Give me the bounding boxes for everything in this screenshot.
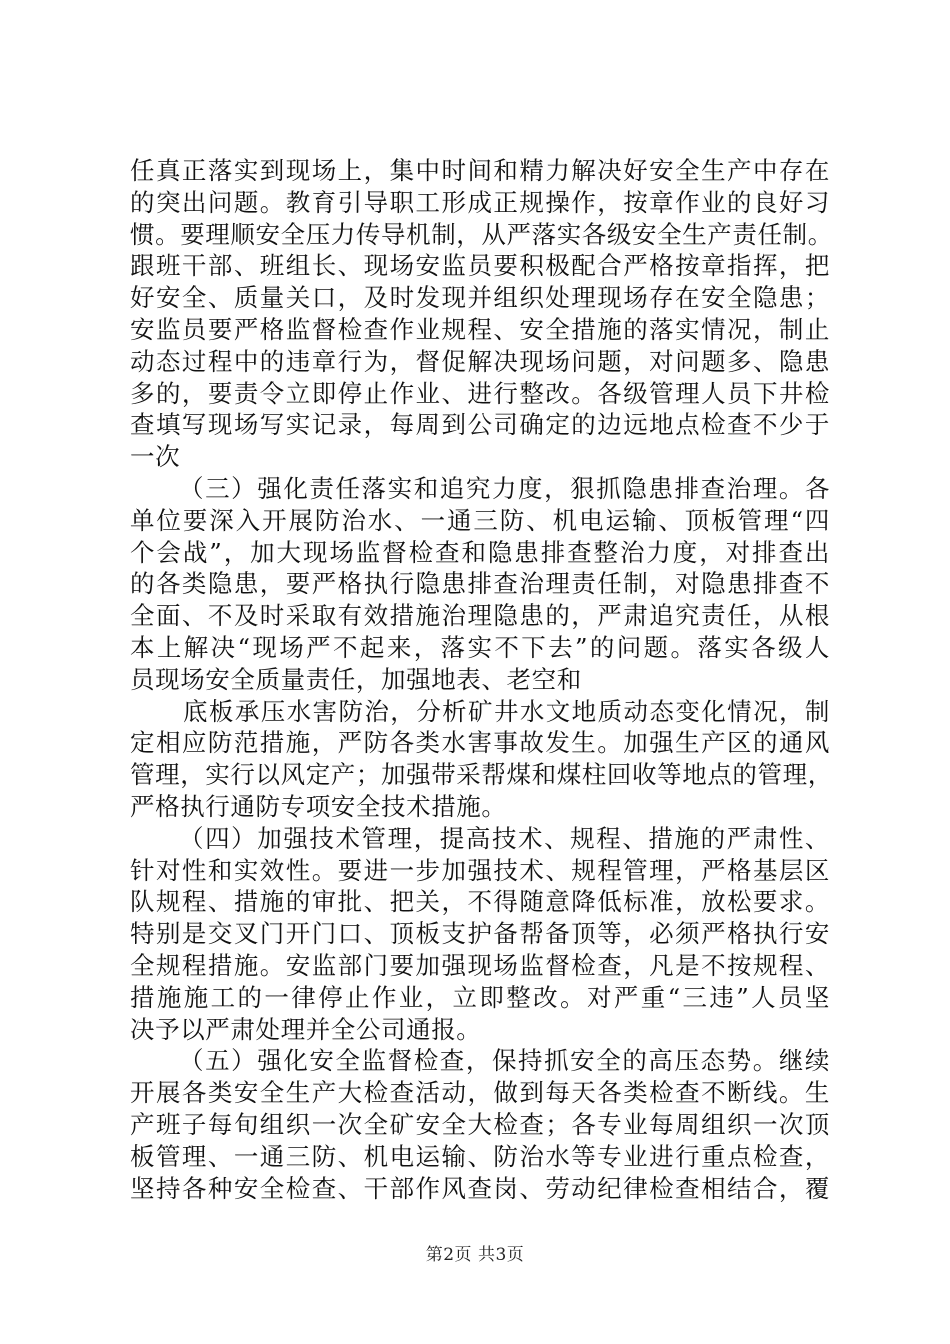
text-line: 队规程、措施的审批、把关，不得随意降低标准，放松要求。 — [130, 887, 830, 917]
text-line: 全规程措施。安监部门要加强现场监督检查，凡是不按规程、 — [130, 950, 830, 980]
text-line: 决予以严肃处理并全公司通报。 — [130, 1014, 482, 1044]
text-line: 针对性和实效性。要进一步加强技术、规程管理，严格基层区 — [130, 855, 830, 885]
text-line: 措施施工的一律停止作业，立即整改。对严重“三违”人员坚 — [130, 982, 830, 1012]
text-line: 坚持各种安全检查、干部作风查岗、劳动纪律检查相结合，覆 — [130, 1173, 830, 1203]
text-line: 开展各类安全生产大检查活动，做到每天各类检查不断线。生 — [130, 1078, 830, 1108]
document-body — [130, 155, 833, 1204]
text-line: 单位要深入开展防治水、一通三防、机电运输、顶板管理“四 — [130, 505, 830, 535]
text-line: 的各类隐患，要严格执行隐患排查治理责任制，对隐患排查不 — [130, 569, 830, 599]
paragraph-heading-4: （四）加强技术管理，提高技术、规程、措施的严肃性、 — [179, 823, 830, 853]
text-line: 安监员要严格监督检查作业规程、安全措施的落实情况，制止 — [130, 314, 830, 344]
text-line: 惯。要理顺安全压力传导机制，从严落实各级安全生产责任制。 — [130, 219, 833, 249]
text-line: 全面、不及时采取有效措施治理隐患的，严肃追究责任，从根 — [130, 601, 830, 631]
paragraph-heading-5: （五）强化安全监督检查，保持抓安全的高压态势。继续 — [179, 1046, 830, 1076]
text-line: 底板承压水害防治，分析矿井水文地质动态变化情况，制 — [183, 696, 830, 726]
text-line: 好安全、质量关口，及时发现并组织处理现场存在安全隐患； — [130, 283, 830, 313]
text-line: 管理，实行以风定产；加强带采帮煤和煤柱回收等地点的管理， — [130, 760, 833, 790]
text-line: 产班子每旬组织一次全矿安全大检查；各专业每周组织一次顶 — [130, 1109, 830, 1139]
text-line: 跟班干部、班组长、现场安监员要积极配合严格按章指挥，把 — [130, 251, 830, 281]
text-line: 定相应防范措施，严防各类水害事故发生。加强生产区的通风 — [130, 728, 830, 758]
text-line: 个会战”，加大现场监督检查和隐患排查整治力度，对排查出 — [130, 537, 830, 567]
text-line: 动态过程中的违章行为，督促解决现场问题，对问题多、隐患 — [130, 346, 830, 376]
text-line: 特别是交叉门开门口、顶板支护备帮备顶等，必须严格执行安 — [130, 919, 830, 949]
text-line: 板管理、一通三防、机电运输、防治水等专业进行重点检查， — [130, 1141, 830, 1171]
text-line: 多的，要责令立即停止作业、进行整改。各级管理人员下井检 — [130, 378, 830, 408]
text-line: 严格执行通防专项安全技术措施。 — [130, 791, 507, 821]
paragraph-heading-3: （三）强化责任落实和追究力度，狠抓隐患排查治理。各 — [179, 473, 830, 503]
page-number-footer: 第2页 共3页 — [425, 1245, 525, 1265]
text-line: 查填写现场写实记录，每周到公司确定的边远地点检查不少于 — [130, 410, 830, 440]
text-line: 本上解决“现场严不起来，落实不下去”的问题。落实各级人 — [130, 632, 830, 662]
text-line: 员现场安全质量责任，加强地表、老空和 — [130, 664, 582, 694]
text-line: 任真正落实到现场上，集中时间和精力解决好安全生产中存在 — [130, 156, 830, 185]
text-line: 的突出问题。教育引导职工形成正规操作，按章作业的良好习 — [130, 187, 830, 217]
text-line: 一次 — [130, 442, 181, 472]
